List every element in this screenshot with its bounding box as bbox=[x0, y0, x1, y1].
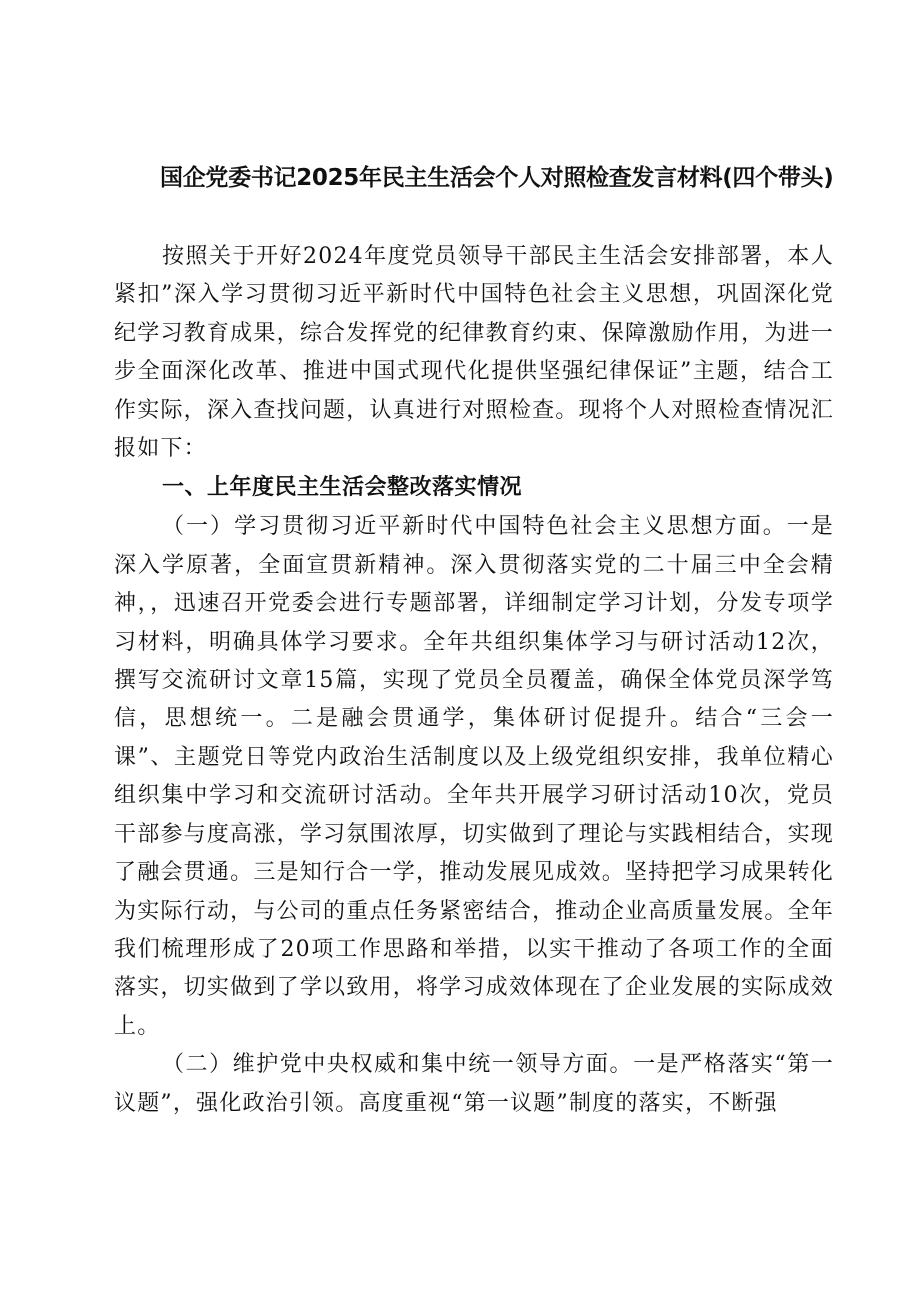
document-title: 国企党委书记2025年民主生活会个人对照检查发言材料(四个带头) bbox=[160, 165, 834, 191]
section-paragraph-study: （一）学习贯彻习近平新时代中国特色社会主义思想方面。一是深入学原著，全面宣贯新精神。深入贯彻落实党的二十届三中全会精神，，迅速召开党委会进行专题部署，详细制定学习计划，分发专项学习材料，明确具体学习要求。全年共组织集体学习与研讨活动12次，撰写交流研讨文章15篇，实现了党员全员覆盖，确保全体党员深学笃信，思想统一。二是融会贯通学，集体研讨促提升。结合“三会一课”、主题党日等党内政治生活制度以及上级党组织安排，我单位精心组织集中学习和交流研讨活动。全年共开展学习研讨活动10次，党员干部参与度高涨，学习氛围浓厚，切实做到了理论与实践相结合，实现了融会贯通。三是知行合一学，推动发展见成效。坚持把学习成果转化为实际行动，与公司的重点任务紧密结合，推动企业高质量发展。全年我们梳理形成了20项工作思路和举措，以实干推动了各项工作的全面落实，切实做到了学以致用，将学习成效体现在了企业发展的实际成效上。 bbox=[114, 514, 834, 1039]
document-body bbox=[114, 238, 834, 1123]
intro-paragraph: 按照关于开好2024年度党员领导干部民主生活会安排部署，本人紧扣”深入学习贯彻习近平新时代中国特色社会主义思想，巩固深化党纪学习教育成果，综合发挥党的纪律教育约束、保障激励作用，为进一步全面深化改革、推进中国式现代化提供坚强纪律保证”主题，结合工作实际，深入查找问题，认真进行对照检查。现将个人对照检查情况汇报如下： bbox=[114, 244, 834, 462]
section-paragraph-authority: （二）维护党中央权威和集中统一领导方面。一是严格落实“第一议题”，强化政治引领。高度重视“第一议题”制度的落实，不断强 bbox=[114, 1052, 834, 1116]
section-heading: 一、上年度民主生活会整改落实情况 bbox=[162, 475, 523, 501]
